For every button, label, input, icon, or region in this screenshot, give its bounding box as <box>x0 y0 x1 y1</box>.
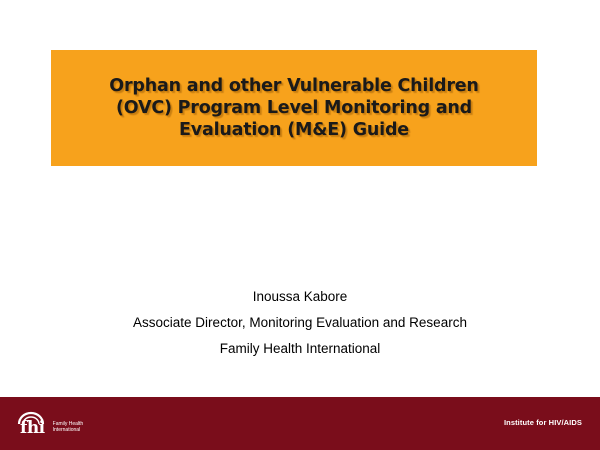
presenter-position: Associate Director, Monitoring Evaluation and Research <box>133 315 467 330</box>
logo-text: fhi <box>20 418 45 438</box>
footer-bar <box>0 397 600 450</box>
fhi-logo <box>16 409 89 439</box>
institute-label: Institute for HIV/AIDS <box>503 418 582 427</box>
logo-org-name: Family Health International <box>52 421 84 433</box>
house-arc-icon <box>16 410 46 438</box>
slide-title: Orphan and other Vulnerable Children (OVC) Program Level Monitoring and Evaluation (M&E) Guide <box>109 76 479 140</box>
presenter-name: Inoussa Kabore <box>252 289 348 304</box>
presenter-block <box>0 284 600 362</box>
presenter-organization: Family Health International <box>219 341 381 356</box>
title-box <box>51 50 537 166</box>
